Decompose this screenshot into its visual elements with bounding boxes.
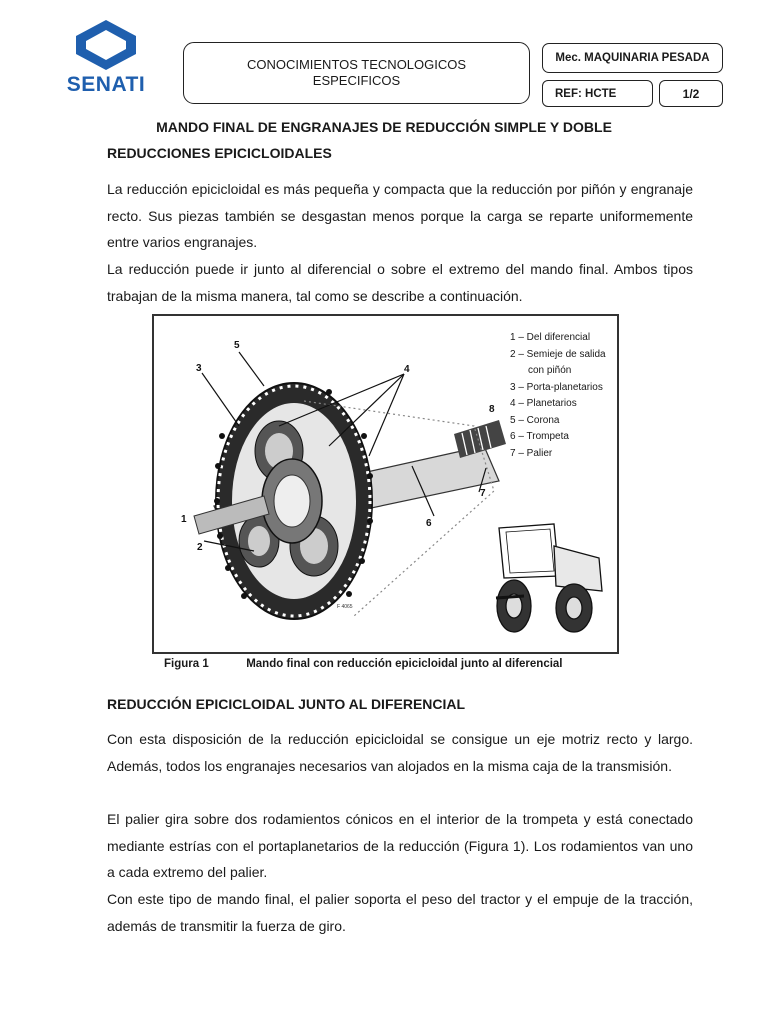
section1-paragraph: La reducción epicicloidal es más pequeña y compacta que la reducción por piñón y engranaje recto. Sus piezas también se desgastan menos porque la carga se reparte uniformemente entre varios engranajes. [107, 181, 693, 250]
ref-box: REF: HCTE [542, 80, 653, 107]
caption-text: Mando final con reducción epicicloidal junto al diferencial [246, 658, 563, 670]
page-number: 1/2 [659, 80, 723, 107]
callout-1: 1 [181, 514, 187, 525]
tractor-drawing [496, 524, 602, 632]
section2-heading: REDUCCIÓN EPICICLOIDAL JUNTO AL DIFERENCIAL [107, 696, 466, 712]
section2-paragraph: El palier gira sobre dos rodamientos cónicos en el interior de la trompeta y está conectado mediante estrías con el portaplanetarios de la reducción (Figura 1). Los rodamientos van uno a cada extremo del palier. [107, 811, 693, 880]
callout-8: 8 [489, 404, 495, 415]
legend-item: 1 – Del diferencial [510, 332, 591, 343]
course-title-box [183, 42, 530, 104]
callout-7: 7 [480, 488, 486, 499]
section1-paragraph: La reducción puede ir junto al diferencial o sobre el extremo del mando final. Ambos tipos trabajan de la misma manera, tal como se describe a continuación. [107, 261, 693, 304]
legend-item: 4 – Planetarios [510, 398, 577, 409]
figure-caption [164, 658, 563, 670]
document-title: MANDO FINAL DE ENGRANAJES DE REDUCCIÓN SIMPLE Y DOBLE [156, 119, 612, 135]
callout-3: 3 [196, 363, 202, 374]
section2-paragraph: Con esta disposición de la reducción epicicloidal se consigue un eje motriz recto y largo. Además, todos los engranajes necesarios van alojados en la misma caja de la transmisión. [107, 731, 693, 774]
legend-item: con piñón [528, 365, 572, 376]
callout-4: 4 [404, 364, 410, 375]
section2-paragraph: Con este tipo de mando final, el palier soporta el peso del tractor y el empuje de la tracción, además de transmitir la fuerza de giro. [107, 891, 693, 934]
callout-2: 2 [197, 542, 203, 553]
logo-text: SENATI [66, 73, 146, 96]
caption-number: Figura 1 [164, 658, 209, 670]
section1-heading: REDUCCIONES EPICICLOIDALES [107, 145, 332, 161]
legend-item: 7 – Palier [510, 447, 553, 459]
drawing-code: F 4065 [337, 604, 353, 610]
figure-legend [510, 330, 606, 462]
legend-item: 2 – Semieje de salida [510, 348, 606, 360]
callout-6: 6 [426, 518, 432, 529]
legend-item: 3 – Porta-planetarios [510, 381, 603, 393]
figure-1 [152, 314, 619, 654]
legend-item: 6 – Trompeta [510, 431, 569, 442]
specialty-box: Mec. MAQUINARIA PESADA [542, 43, 723, 73]
legend-item: 5 – Corona [510, 414, 560, 426]
course-title: CONOCIMIENTOS TECNOLOGICOS ESPECIFICOS [246, 57, 467, 88]
callout-5: 5 [234, 340, 240, 351]
